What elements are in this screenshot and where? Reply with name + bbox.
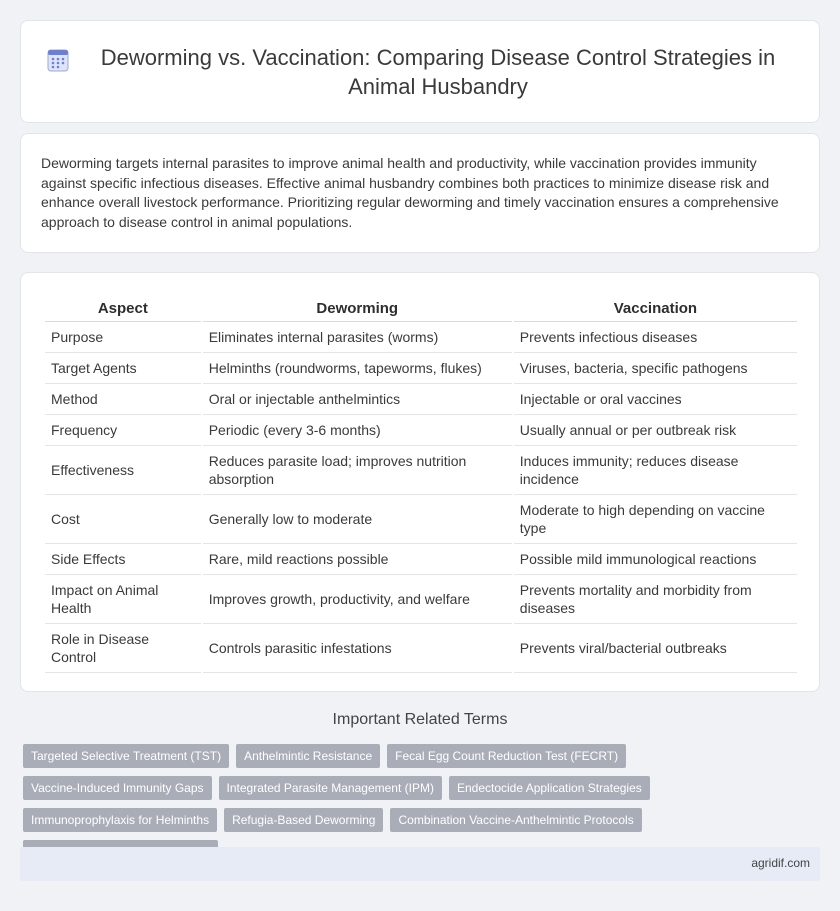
related-term-tag[interactable]: Combination Vaccine-Anthelmintic Protocols	[390, 808, 641, 832]
footer-site-link[interactable]: agridif.com	[751, 856, 810, 870]
table-row	[45, 415, 797, 446]
cell-aspect: Role in Disease Control	[45, 624, 201, 673]
table-row	[45, 322, 797, 353]
cell-vaccination: Injectable or oral vaccines	[514, 384, 797, 415]
related-term-tag[interactable]: Vaccine-Induced Immunity Gaps	[23, 776, 212, 800]
cell-aspect: Frequency	[45, 415, 201, 446]
cell-vaccination: Usually annual or per outbreak risk	[514, 415, 797, 446]
cell-aspect: Effectiveness	[45, 446, 201, 495]
cell-aspect: Purpose	[45, 322, 201, 353]
cell-vaccination: Prevents mortality and morbidity from diseases	[514, 575, 797, 624]
table-row	[45, 624, 797, 673]
cell-deworming: Eliminates internal parasites (worms)	[203, 322, 512, 353]
cell-aspect: Target Agents	[45, 353, 201, 384]
header-aspect: Aspect	[45, 296, 201, 322]
table-row	[45, 384, 797, 415]
header-deworming: Deworming	[203, 296, 512, 322]
title-card	[20, 20, 820, 123]
related-term-tag[interactable]: Targeted Selective Treatment (TST)	[23, 744, 229, 768]
cell-deworming: Oral or injectable anthelmintics	[203, 384, 512, 415]
cell-vaccination: Prevents infectious diseases	[514, 322, 797, 353]
table-row	[45, 353, 797, 384]
table-row	[45, 575, 797, 624]
cell-aspect: Impact on Animal Health	[45, 575, 201, 624]
table-header-row	[45, 296, 797, 322]
cell-deworming: Reduces parasite load; improves nutrition absorption	[203, 446, 512, 495]
header-vaccination: Vaccination	[514, 296, 797, 322]
related-term-tag[interactable]: Fecal Egg Count Reduction Test (FECRT)	[387, 744, 626, 768]
related-terms-title: Important Related Terms	[332, 711, 508, 728]
intro-paragraph: Deworming targets internal parasites to improve animal health and productivity, while vaccination provides immunity against specific infectious diseases. Effective animal husbandry combines both practices to minimize disease risk and enhance overall livestock performance. Prioritizing regular deworming and timely vaccination ensures a comprehensive approach to disease control in animal populations.	[41, 155, 779, 230]
cell-deworming: Rare, mild reactions possible	[203, 544, 512, 575]
cell-vaccination: Possible mild immunological reactions	[514, 544, 797, 575]
cell-aspect: Cost	[45, 495, 201, 544]
cell-vaccination: Viruses, bacteria, specific pathogens	[514, 353, 797, 384]
related-term-tag[interactable]: Endectocide Application Strategies	[449, 776, 650, 800]
cell-aspect: Side Effects	[45, 544, 201, 575]
table-row	[45, 446, 797, 495]
related-term-tag[interactable]: Immunoprophylaxis for Helminths	[23, 808, 217, 832]
page-title: Deworming vs. Vaccination: Comparing Disease Control Strategies in Animal Husbandry	[100, 44, 776, 99]
cell-aspect: Method	[45, 384, 201, 415]
comparison-table	[43, 296, 799, 673]
related-term-tag[interactable]: Integrated Parasite Management (IPM)	[219, 776, 442, 800]
cell-vaccination: Prevents viral/bacterial outbreaks	[514, 624, 797, 673]
related-term-tag[interactable]: Anthelmintic Resistance	[236, 744, 380, 768]
cell-vaccination: Induces immunity; reduces disease incidence	[514, 446, 797, 495]
related-term-tag[interactable]: Refugia-Based Deworming	[224, 808, 383, 832]
comparison-card	[20, 272, 820, 692]
cell-deworming: Improves growth, productivity, and welfare	[203, 575, 512, 624]
cell-vaccination: Moderate to high depending on vaccine type	[514, 495, 797, 544]
cell-deworming: Periodic (every 3-6 months)	[203, 415, 512, 446]
intro-card	[20, 133, 820, 253]
table-row	[45, 495, 797, 544]
table-row	[45, 544, 797, 575]
cell-deworming: Generally low to moderate	[203, 495, 512, 544]
cell-deworming: Controls parasitic infestations	[203, 624, 512, 673]
cell-deworming: Helminths (roundworms, tapeworms, flukes)	[203, 353, 512, 384]
footer	[20, 847, 820, 881]
